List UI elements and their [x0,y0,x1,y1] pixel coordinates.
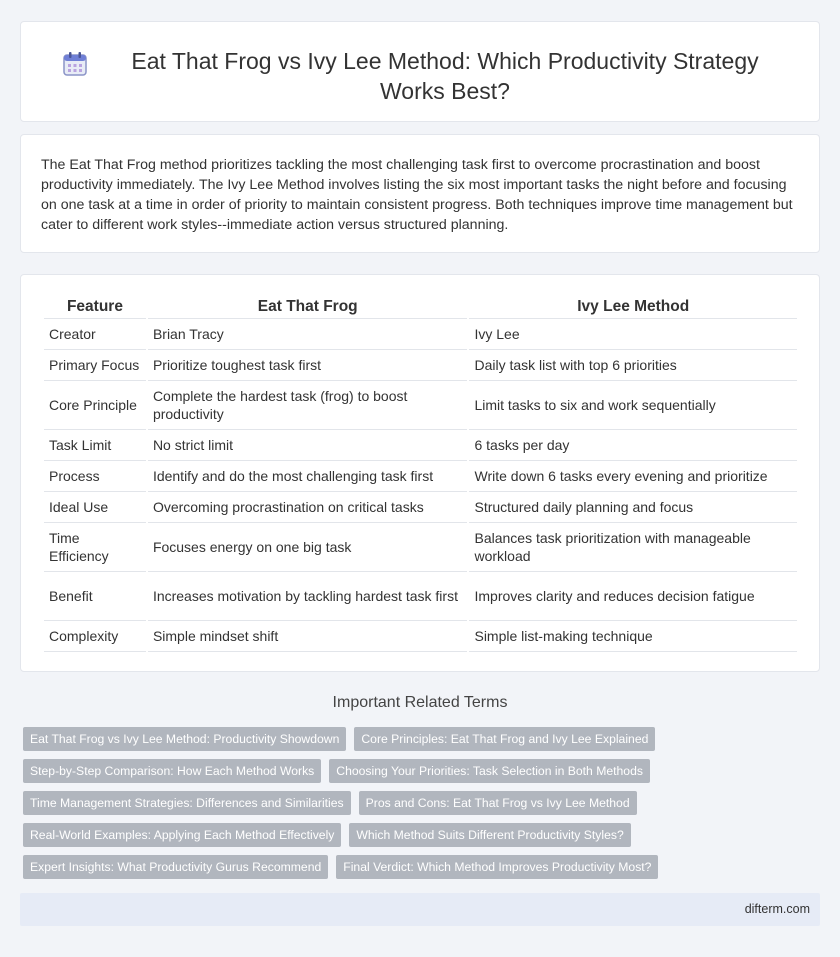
related-term-link[interactable]: Step-by-Step Comparison: How Each Method Works [23,759,321,783]
feature-cell: Process [44,461,146,492]
related-term-link[interactable]: Time Management Strategies: Differences and Similarities [23,791,351,815]
table-row [44,572,797,621]
feature-cell: Core Principle [44,381,146,430]
calendar-icon [61,50,89,78]
related-term-link[interactable]: Real-World Examples: Applying Each Method Effectively [23,823,341,847]
table-row [44,461,797,492]
feature-cell: Complexity [44,621,146,652]
feature-cell: Task Limit [44,430,146,461]
ivy-cell: Simple list-making technique [469,621,797,652]
ivy-cell: Ivy Lee [469,319,797,350]
frog-cell: Focuses energy on one big task [148,523,468,572]
tag-row [23,823,631,847]
header-ivy-lee: Ivy Lee Method [469,292,797,319]
related-term-link[interactable]: Final Verdict: Which Method Improves Productivity Most? [336,855,658,879]
frog-cell: Overcoming procrastination on critical tasks [148,492,468,523]
feature-cell: Primary Focus [44,350,146,381]
tag-row [23,727,655,751]
table-row [44,523,797,572]
tag-row [23,759,650,783]
frog-cell: Simple mindset shift [148,621,468,652]
feature-cell: Time Efficiency [44,523,146,572]
title-card [20,21,820,122]
related-term-link[interactable]: Core Principles: Eat That Frog and Ivy Lee Explained [354,727,655,751]
related-term-link[interactable]: Eat That Frog vs Ivy Lee Method: Productivity Showdown [23,727,346,751]
ivy-cell: Daily task list with top 6 priorities [469,350,797,381]
footer [20,893,820,926]
ivy-cell: Improves clarity and reduces decision fatigue [469,572,797,621]
frog-cell: No strict limit [148,430,468,461]
table-row [44,621,797,652]
feature-cell: Ideal Use [44,492,146,523]
ivy-cell: Limit tasks to six and work sequentially [469,381,797,430]
feature-cell: Creator [44,319,146,350]
related-term-link[interactable]: Which Method Suits Different Productivity Styles? [349,823,630,847]
frog-cell: Prioritize toughest task first [148,350,468,381]
related-terms-heading: Important Related Terms [332,694,508,711]
page-title: Eat That Frog vs Ivy Lee Method: Which Productivity Strategy Works Best? [131,48,759,104]
table-row [44,430,797,461]
intro-text: The Eat That Frog method prioritizes tackling the most challenging task first to overcome procrastination and boost productivity immediately. The Ivy Lee Method involves listing the six most important tasks the night before and focusing on one task at a time in order of priority to maintain consistent progress. Both techniques improve time management but cater to different work styles--immediate action versus structured planning. [41,157,793,233]
ivy-cell: 6 tasks per day [469,430,797,461]
intro-card [20,134,820,253]
table-row [44,492,797,523]
footer-site-link[interactable]: difterm.com [744,902,810,916]
related-term-link[interactable]: Pros and Cons: Eat That Frog vs Ivy Lee Method [359,791,637,815]
ivy-cell: Structured daily planning and focus [469,492,797,523]
frog-cell: Identify and do the most challenging task first [148,461,468,492]
comparison-table [42,292,799,652]
frog-cell: Brian Tracy [148,319,468,350]
related-term-link[interactable]: Expert Insights: What Productivity Gurus Recommend [23,855,328,879]
comparison-card [20,274,820,672]
tag-row [23,791,637,815]
table-header-row [44,292,797,319]
table-row [44,319,797,350]
related-term-link[interactable]: Choosing Your Priorities: Task Selection in Both Methods [329,759,650,783]
feature-cell: Benefit [44,572,146,621]
header-eat-that-frog: Eat That Frog [148,292,468,319]
ivy-cell: Balances task prioritization with manageable workload [469,523,797,572]
header-feature: Feature [44,292,146,319]
table-row [44,381,797,430]
table-row [44,350,797,381]
frog-cell: Complete the hardest task (frog) to boost productivity [148,381,468,430]
frog-cell: Increases motivation by tackling hardest task first [148,572,468,621]
tag-row [23,855,658,879]
ivy-cell: Write down 6 tasks every evening and prioritize [469,461,797,492]
